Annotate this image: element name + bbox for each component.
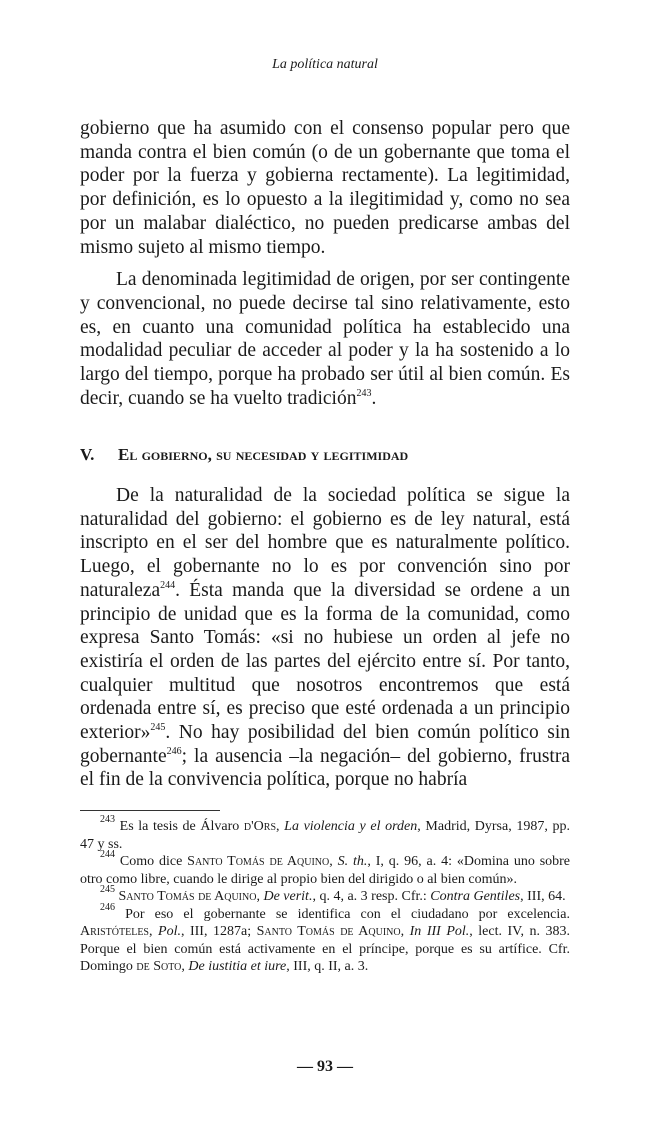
footnote-divider	[80, 810, 220, 811]
footnotes	[80, 814, 571, 976]
footnote: $^{246}$ Por eso el gobernante se identifica con el ciudadano por excelencia. Aristóteles, Pol., III, 1287a; Santo Tomás de Aquino, In III Pol., lect. IV, n. 383. Porque el bien común está activamente en el príncipe, porque es su artífice. Cfr. Domingo de Soto, De iustitia et iure, III, q. II, a. 3.	[80, 901, 570, 974]
footnote: $^{244}$ Como dice Santo Tomás de Aquino, S. th., I, q. 96, a. 4: «Domina uno sobre otro como libre, cuando le dirige al propio bien del dirigido o al bien común».	[80, 849, 571, 887]
section-heading	[80, 445, 570, 465]
footnote: $^{243}$ Es la tesis de Álvaro d'Ors, La violencia y el orden, Madrid, Dyrsa, 1987, pp. 47 y ss.	[80, 814, 570, 852]
body-text-top	[80, 117, 570, 419]
running-head: La política natural	[272, 57, 378, 72]
section-title: El gobierno, su necesidad y legitimidad	[118, 445, 409, 464]
section-number: V.	[80, 445, 95, 464]
body-text-bottom	[80, 484, 570, 801]
paragraph: gobierno que ha asumido con el consenso popular pero que manda contra el bien común (o de un gobernante que toma el poder por la fuerza y gobierna rectamente). La legitimidad, por definición, es lo opuesto a la ilegitimidad y, como no sea por un malabar dialéctico, no pueden predicarse ambas del mismo sujeto al mismo tiempo.	[80, 118, 570, 258]
footnote-ref: 243	[356, 387, 372, 399]
footnote-ref: 245	[150, 722, 166, 734]
footnote-ref: 246	[166, 745, 182, 757]
paragraph: La denominada legitimidad de origen, por ser contingente y convencional, no puede decirse tal sino relativamente, esto es, en cuanto una comunidad política ha establecido una modalidad peculiar de acceder al poder y la ha sostenido a lo largo del tiempo, porque ha probado ser útil al bien común. Es decir, cuando se ha vuelto tradición$^{243}$.	[80, 269, 570, 409]
paragraph: De la naturalidad de la sociedad política se sigue la naturalidad del gobierno: el gobierno es de ley natural, está inscripto en el ser del hombre que es naturalmente político. Luego, el gobernante no lo es por convención sino por naturaleza$^{244}$. Ésta manda que la diversidad se ordene a un principio de unidad que es la forma de la comunidad, como expresa Santo Tomás: «si no hubiese un orden al jefe no existiría el orden de las partes del ejército entre sí. Por tanto, cualquier multitud que nosotros encontremos que está ordenada entre sí, es preciso que esté ordenada a un principio exterior»$^{245}$. No hay posibilidad del bien común político sin gobernante$^{246}$; la ausencia –la negación– del gobierno, frustra el fin de la convivencia política, porque no habría	[80, 485, 570, 791]
page-number: — 93 —	[297, 1058, 353, 1075]
footnote-ref: 244	[160, 579, 176, 591]
footnote: $^{245}$ Santo Tomás de Aquino, De verit., q. 4, a. 3 resp. Cfr.: Contra Gentiles, III, 64.	[100, 884, 566, 904]
